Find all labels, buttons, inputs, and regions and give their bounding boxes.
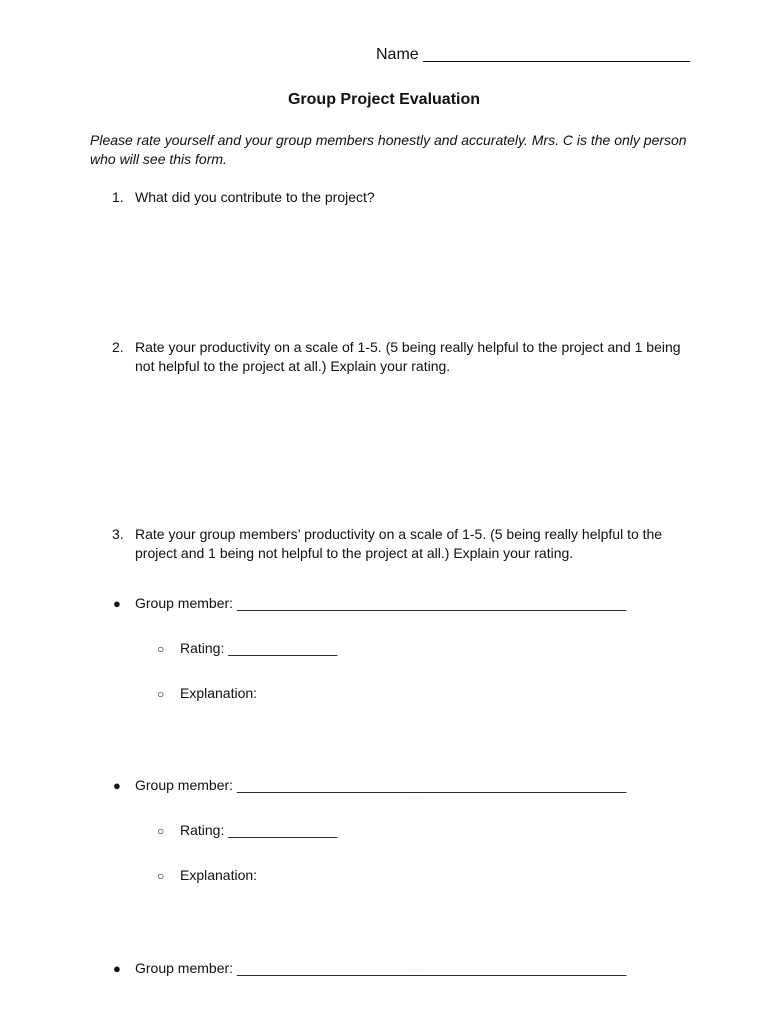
- rating-blank: ______________: [228, 640, 338, 656]
- bullet-icon: ●: [113, 961, 121, 976]
- explanation-2-label: Explanation:: [180, 867, 258, 883]
- page-title: Group Project Evaluation: [287, 91, 481, 108]
- instructions-text: Please rate yourself and your group members honestly and accurately. Mrs. C is the only person who will see this form.: [90, 132, 687, 167]
- bullet-icon: ●: [113, 596, 121, 611]
- rating-label: Rating:: [180, 822, 225, 838]
- group-member-blank: __________________________________________________: [236, 960, 627, 976]
- question-3-number: 3.: [112, 526, 124, 542]
- group-member-label: Group member:: [135, 960, 234, 976]
- rating-2-field[interactable]: [180, 822, 337, 838]
- circle-bullet-icon: ○: [157, 869, 165, 883]
- group-member-1-field[interactable]: [135, 595, 626, 611]
- name-blank: ______________________________: [423, 46, 691, 63]
- group-member-blank: __________________________________________________: [236, 595, 627, 611]
- group-member-label: Group member:: [135, 595, 234, 611]
- group-member-blank: __________________________________________________: [236, 777, 627, 793]
- circle-bullet-icon: ○: [157, 824, 165, 838]
- question-3-text: Rate your group members’ productivity on a scale of 1-5. (5 being really helpful to the project and 1 being not helpful to the project at all.) Explain your rating.: [135, 526, 663, 561]
- question-2-text: Rate your productivity on a scale of 1-5. (5 being really helpful to the project and 1 being not helpful to the project at all.) Explain your rating.: [135, 339, 681, 374]
- name-label: Name: [376, 46, 419, 63]
- question-2-number: 2.: [112, 339, 124, 355]
- group-member-3-field[interactable]: [135, 960, 626, 976]
- group-member-2-field[interactable]: [135, 777, 626, 793]
- name-field[interactable]: [376, 46, 690, 64]
- circle-bullet-icon: ○: [157, 642, 165, 656]
- rating-blank: ______________: [228, 822, 338, 838]
- question-1-number: 1.: [112, 189, 124, 205]
- group-member-label: Group member:: [135, 777, 234, 793]
- question-1-text: What did you contribute to the project?: [135, 189, 375, 205]
- bullet-icon: ●: [113, 778, 121, 793]
- rating-1-field[interactable]: [180, 640, 337, 656]
- explanation-1-label: Explanation:: [180, 685, 258, 701]
- circle-bullet-icon: ○: [157, 687, 165, 701]
- rating-label: Rating:: [180, 640, 225, 656]
